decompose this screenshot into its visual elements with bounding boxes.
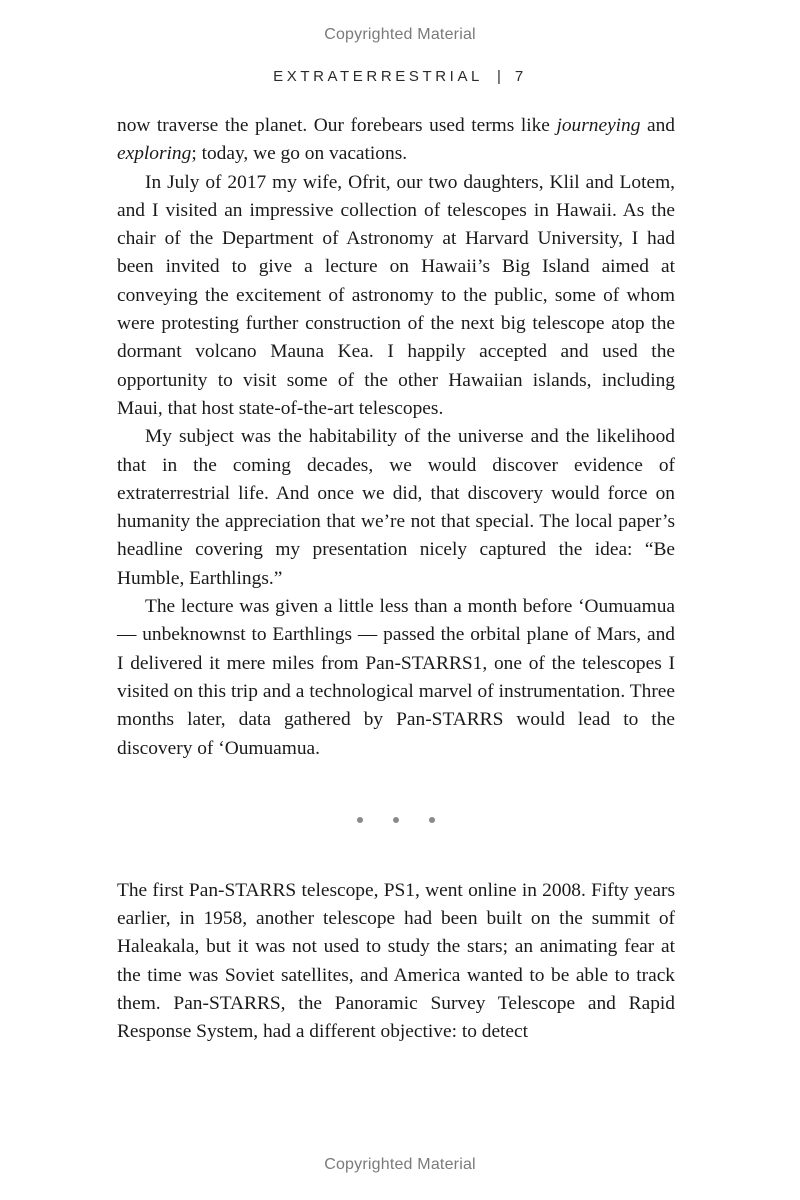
paragraph: My subject was the habitability of the universe and the likelihood that in the coming decades, we would discover evidence of extraterrestrial life. And once we did, that discovery would force on humanity the appreciation that we’re not that special. The local paper’s headline covering my presentation nicely captured the idea: “Be Humble, Earthlings.” — [117, 426, 675, 589]
copyright-watermark-top: Copyrighted Material — [324, 26, 476, 43]
running-head-separator: | — [497, 68, 501, 85]
paragraph: In July of 2017 my wife, Ofrit, our two daughters, Klil and Lotem, and I visited an impressive collection of telescopes in Hawaii. As the chair of the Department of Astronomy at Harvard University, I had been invited to give a lecture on Hawaii’s Big Island aimed at conveying the excitement of astronomy to the public, some of whom were protesting further construction of the next big telescope atop the dormant volcano Mauna Kea. I happily accepted and used the opportunity to visit some of the other Hawaiian islands, including Maui, that host state-of-the-art telescopes. — [117, 171, 675, 419]
copyright-watermark-bottom: Copyrighted Material — [324, 1156, 476, 1173]
paragraph-continuation: now traverse the planet. Our forebears used terms like journeying and exploring; today, we go on vacations. — [117, 115, 675, 165]
ornament-dot — [429, 817, 435, 823]
running-head — [0, 68, 800, 85]
chapter-title: EXTRATERRESTRIAL — [273, 68, 483, 85]
page-number: 7 — [514, 68, 527, 85]
body-text — [117, 112, 675, 1047]
paragraph: The first Pan-STARRS telescope, PS1, went online in 2008. Fifty years earlier, in 1958, another telescope had been built on the summit of Haleakala, but it was not used to study the stars; an animating fear at the time was Soviet satellites, and America wanted to be able to track them. Pan-STARRS, the Panoramic Survey Telescope and Rapid Response System, had a different objective: to detect — [117, 879, 675, 1043]
section-break-ornament — [117, 763, 675, 877]
italic-term: exploring — [117, 143, 192, 165]
ornament-dot — [357, 817, 363, 823]
paragraph: The lecture was given a little less than a month before ‘Oumuamua — unbeknownst to Earthlings — passed the orbital plane of Mars, and I delivered it mere miles from Pan-STARRS1, one of the telescopes I visited on this trip and a technological marvel of instrumentation. Three months later, data gathered by Pan-STARRS would lead to the discovery of ‘Oumuamua. — [117, 596, 675, 759]
italic-term: journeying — [556, 115, 641, 136]
ornament-dot — [393, 817, 399, 823]
